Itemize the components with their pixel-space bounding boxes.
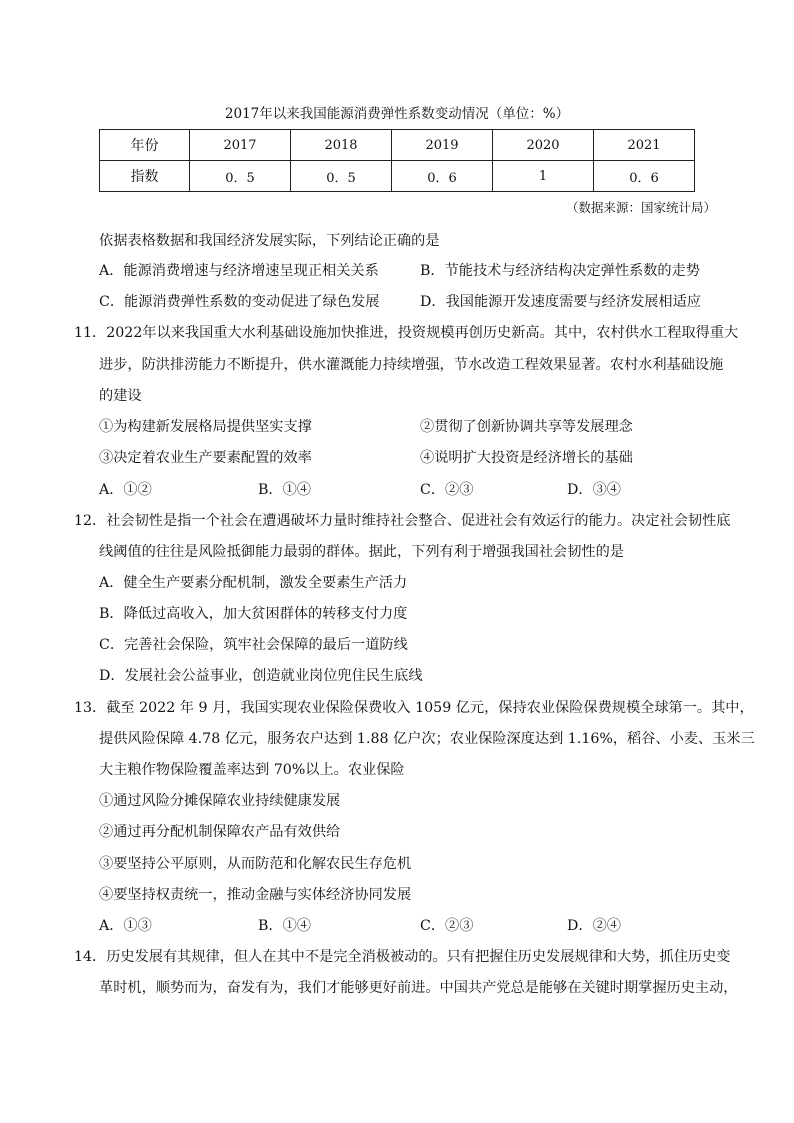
q13-statement-3: ③要坚持公平原则，从而防范和化解农民生存危机 [99, 856, 412, 872]
energy-elasticity-table [99, 129, 695, 192]
table-cell: 0．6 [594, 161, 695, 192]
table-cell: 0．5 [190, 161, 291, 192]
q12-option-b: B．降低过高收入，加大贫困群体的转移支付力度 [99, 606, 408, 622]
q13-line-1: 13．截至 2022 年 9 月，我国实现农业保险保费收入 1059 亿元，保持农业保险保费规模全球第一。其中， [74, 700, 754, 716]
q10-option-b: B．节能技术与经济结构决定弹性系数的走势 [420, 263, 700, 279]
table-cell: 0．5 [291, 161, 392, 192]
q11-line-3: 的建设 [99, 388, 142, 404]
q11-option-d: D．③④ [567, 482, 621, 498]
q11-statement-2: ②贯彻了创新协调共享等发展理念 [420, 419, 633, 435]
q12-option-a: A．健全生产要素分配机制，激发全要素生产活力 [99, 575, 408, 591]
table-row [100, 161, 695, 192]
q10-option-a: A．能源消费增速与经济增速呈现正相关关系 [99, 263, 379, 279]
q12-option-c: C．完善社会保险，筑牢社会保障的最后一道防线 [99, 637, 408, 653]
table-cell: 指数 [100, 161, 190, 192]
table-cell: 2018 [291, 130, 392, 161]
q11-option-a: A．①② [99, 482, 152, 498]
table-cell: 2021 [594, 130, 695, 161]
q13-statement-1: ①通过风险分摊保障农业持续健康发展 [99, 793, 341, 809]
q13-line-2: 提供风险保障 4.78 亿元，服务农户达到 1.88 亿户次；农业保险深度达到 1.16%，稻谷、小麦、玉米三 [99, 731, 755, 747]
table-cell: 2017 [190, 130, 291, 161]
table-cell: 1 [493, 161, 594, 192]
q12-option-d: D．发展社会公益事业，创造就业岗位兜住民生底线 [99, 668, 423, 684]
table-source: （数据来源：国家统计局） [565, 200, 716, 215]
q10-option-c: C．能源消费弹性系数的变动促进了绿色发展 [99, 294, 380, 310]
q13-option-d: D．②④ [567, 918, 621, 934]
q13-option-c: C．②③ [420, 918, 474, 934]
table-cell: 2020 [493, 130, 594, 161]
q12-line-2: 线阈值的往往是风险抵御能力最弱的群体。据此，下列有利于增强我国社会韧性的是 [99, 544, 624, 560]
q11-statement-1: ①为构建新发展格局提供坚实支撑 [99, 419, 312, 435]
q14-line-2: 革时机，顺势而为，奋发有为，我们才能够更好前进。中国共产党总是能够在关键时期掌握历史主动， [99, 980, 738, 996]
q12-line-1: 12．社会韧性是指一个社会在遭遇破坏力量时维持社会整合、促进社会有效运行的能力。决定社会韧性底 [74, 513, 731, 529]
q13-option-a: A．①③ [99, 918, 152, 934]
q13-line-3: 大主粮作物保险覆盖率达到 70%以上。农业保险 [99, 762, 405, 778]
q11-option-b: B．①④ [258, 482, 311, 498]
q11-option-c: C．②③ [420, 482, 474, 498]
q11-statement-4: ④说明扩大投资是经济增长的基础 [420, 450, 633, 466]
table-cell: 2019 [392, 130, 493, 161]
q13-option-b: B．①④ [258, 918, 311, 934]
q10-option-d: D．我国能源开发速度需要与经济发展相适应 [420, 294, 701, 310]
q14-line-1: 14．历史发展有其规律，但人在其中不是完全消极被动的。只有把握住历史发展规律和大势，抓住历史变 [74, 949, 731, 965]
table-caption: 2017年以来我国能源消费弹性系数变动情况（单位：%） [224, 106, 570, 122]
q10-stem: 依据表格数据和我国经济发展实际，下列结论正确的是 [99, 233, 440, 249]
q13-statement-2: ②通过再分配机制保障农产品有效供给 [99, 824, 341, 840]
table-cell: 0．6 [392, 161, 493, 192]
q11-line-2: 进步，防洪排涝能力不断提升，供水灌溉能力持续增强，节水改造工程效果显著。农村水利基础设施 [99, 357, 724, 373]
table-cell: 年份 [100, 130, 190, 161]
table-header-row [100, 130, 695, 161]
q11-statement-3: ③决定着农业生产要素配置的效率 [99, 450, 312, 466]
q11-line-1: 11．2022年以来我国重大水利基础设施加快推进，投资规模再创历史新高。其中，农村供水工程取得重大 [74, 325, 739, 341]
q13-statement-4: ④要坚持权责统一，推动金融与实体经济协同发展 [99, 887, 412, 903]
